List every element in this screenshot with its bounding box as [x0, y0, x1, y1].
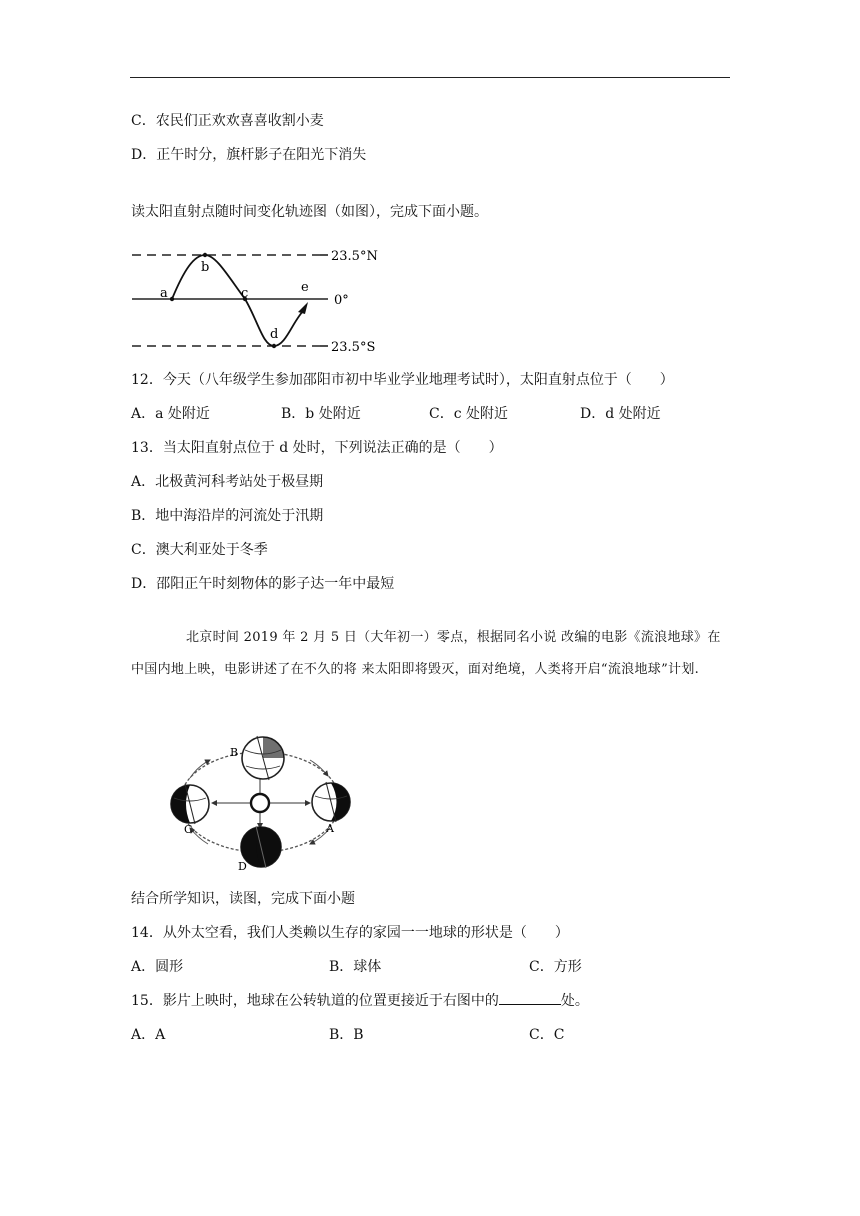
q15-answer-blank [499, 992, 561, 1005]
film-paragraph-text: 北京时间 2019 年 2 月 5 日（大年初一）零点，根据同名小说 改编的电影《流浪地球》在中国内地上映，电影讲述了在不久的将 来太阳即将毁灭，面对绝境，人类将开启“流浪地球”计划. [131, 630, 721, 677]
label-equator: 0° [334, 293, 349, 308]
q15-stem [131, 992, 589, 1010]
sun-intro: 读太阳直射点随时间变化轨迹图（如图），完成下面小题。 [131, 204, 488, 220]
q14-option-c: C．方形 [529, 959, 582, 975]
film-instruction: 结合所学知识，读图，完成下面小题 [131, 891, 355, 907]
prev-option-c: C．农民们正欢欢喜喜收割小麦 [131, 113, 324, 129]
prev-option-d: D．正午时分，旗杆影子在阳光下消失 [131, 147, 367, 163]
label-23-5-n: 23.5°N [331, 249, 378, 264]
q15-option-a: A．A [131, 1027, 166, 1043]
point-e-label: e [301, 280, 309, 295]
earth-d [241, 826, 281, 868]
orbit-label-a: A [326, 822, 334, 835]
earth-c [171, 784, 209, 824]
orbit-label-c: C [184, 823, 193, 836]
earth-a [312, 782, 350, 822]
earth-orbit-diagram [160, 728, 360, 876]
point-b-dot [203, 253, 207, 257]
q15-option-c: C．C [529, 1027, 565, 1043]
label-23-5-s: 23.5°S [331, 340, 376, 355]
point-d-dot [272, 344, 276, 348]
earth-b [242, 736, 284, 780]
q13-option-a: A．北极黄河科考站处于极昼期 [131, 474, 324, 490]
q15-option-b: B．B [329, 1027, 364, 1043]
q12-option-b: B．b 处附近 [281, 406, 361, 422]
point-a-dot [170, 297, 174, 301]
q12-option-a: A．a 处附近 [131, 406, 210, 422]
q13-option-b: B．地中海沿岸的河流处于汛期 [131, 508, 324, 524]
sun-path-diagram [128, 236, 398, 356]
point-a-label: a [160, 286, 168, 301]
q14-option-a: A．圆形 [131, 959, 184, 975]
arrow-head [298, 302, 308, 314]
q15-stem-text: 15．影片上映时，地球在公转轨道的位置更接近于右图中的 [131, 993, 499, 1009]
q14-option-b: B．球体 [329, 959, 382, 975]
header-rule [130, 77, 730, 78]
sun-path-curve [172, 255, 305, 346]
point-c-label: c [241, 286, 249, 301]
orbit-label-d: D [238, 860, 247, 873]
sun-circle [251, 794, 269, 812]
orbit-label-b: B [230, 746, 239, 759]
film-paragraph [131, 622, 731, 686]
q13-option-d: D．邵阳正午时刻物体的影子达一年中最短 [131, 576, 395, 592]
q12-stem: 12．今天（八年级学生参加邵阳市初中毕业学业地理考试时），太阳直射点位于（ ） [131, 372, 674, 388]
point-b-label: b [201, 260, 210, 275]
q13-stem: 13．当太阳直射点位于 d 处时，下列说法正确的是（ ） [131, 440, 503, 456]
point-d-label: d [270, 327, 279, 342]
q12-option-c: C．c 处附近 [429, 406, 509, 422]
q13-option-c: C．澳大利亚处于冬季 [131, 542, 268, 558]
q15-stem-end: 处。 [560, 993, 589, 1009]
q14-stem: 14．从外太空看，我们人类赖以生存的家园一一地球的形状是（ ） [131, 925, 569, 941]
q12-option-d: D．d 处附近 [580, 406, 661, 422]
